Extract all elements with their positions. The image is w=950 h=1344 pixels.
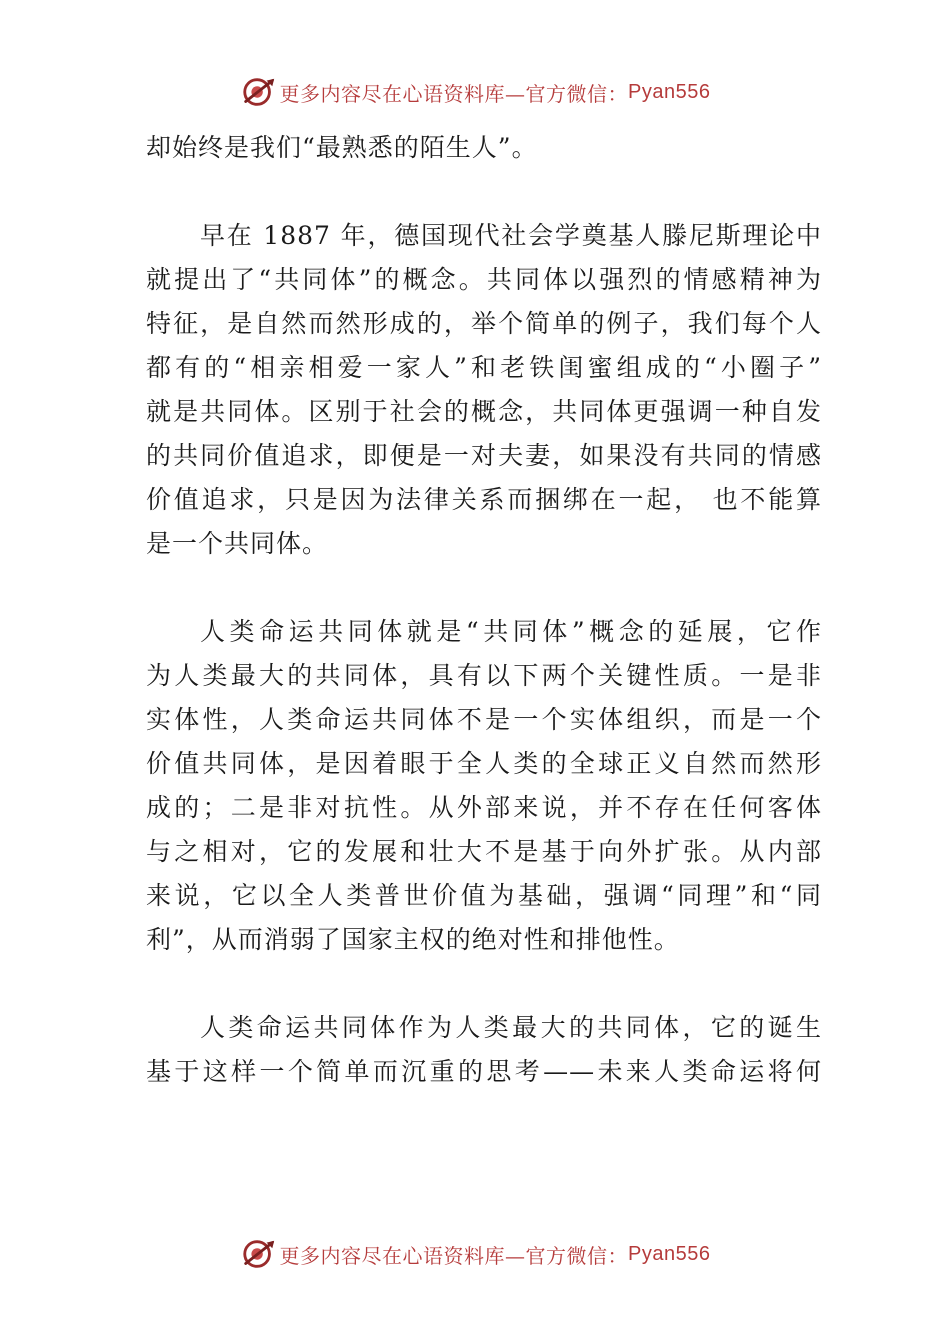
document-body [146, 126, 822, 1094]
text-line: 价值追求，只是因为法律关系而捆绑在一起， 也不能算 [146, 485, 822, 514]
banner-text: 更多内容尽在心语资料库—官方微信： [279, 1243, 629, 1268]
text-line: 是一个共同体。 [146, 529, 329, 558]
text-line: 人类命运共同体就是“共同体”概念的延展，它作 [200, 617, 822, 646]
banner-wechat-id: Pyan556 [628, 1242, 711, 1265]
text-line: 都有的“相亲相爱一家人”和老铁闺蜜组成的“小圈子” [146, 353, 822, 382]
text-line: 价值共同体，是因着眼于全人类的全球正义自然而然形 [146, 749, 822, 778]
text-line: 实体性，人类命运共同体不是一个实体组织，而是一个 [146, 705, 822, 734]
text-line: 与之相对，它的发展和壮大不是基于向外扩张。从内部 [146, 837, 822, 866]
text-line: 的共同价值追求，即便是一对夫妻，如果没有共同的情感 [146, 441, 822, 470]
text-line: 基于这样一个简单而沉重的思考——未来人类命运将何 [146, 1057, 822, 1086]
text-line: 人类命运共同体作为人类最大的共同体，它的诞生 [200, 1013, 822, 1042]
header-watermark [0, 70, 950, 114]
text-line: 早在 1887 年，德国现代社会学奠基人滕尼斯理论中 [200, 221, 822, 250]
text-line: 特征，是自然而然形成的，举个简单的例子，我们每个人 [146, 309, 822, 338]
logo-icon [240, 73, 278, 111]
text-line: 成的；二是非对抗性。从外部来说，并不存在任何客体 [146, 793, 822, 822]
paragraph-4 [146, 1006, 822, 1094]
logo-icon [240, 1235, 278, 1273]
paragraph-2 [146, 214, 822, 566]
banner-text: 更多内容尽在心语资料库—官方微信： [279, 81, 629, 106]
text-line: 却始终是我们“最熟悉的陌生人”。 [146, 133, 538, 162]
text-line: 来说，它以全人类普世价值为基础，强调“同理”和“同 [146, 881, 822, 910]
footer-watermark [0, 1232, 950, 1276]
text-line: 就提出了“共同体”的概念。共同体以强烈的情感精神为 [146, 265, 822, 294]
text-line: 利”，从而消弱了国家主权的绝对性和排他性。 [146, 925, 680, 954]
text-line: 为人类最大的共同体，具有以下两个关键性质。一是非 [146, 661, 822, 690]
banner-wechat-id: Pyan556 [628, 80, 711, 103]
paragraph-1 [146, 126, 822, 170]
paragraph-3 [146, 610, 822, 962]
text-line: 就是共同体。区别于社会的概念，共同体更强调一种自发 [146, 397, 822, 426]
